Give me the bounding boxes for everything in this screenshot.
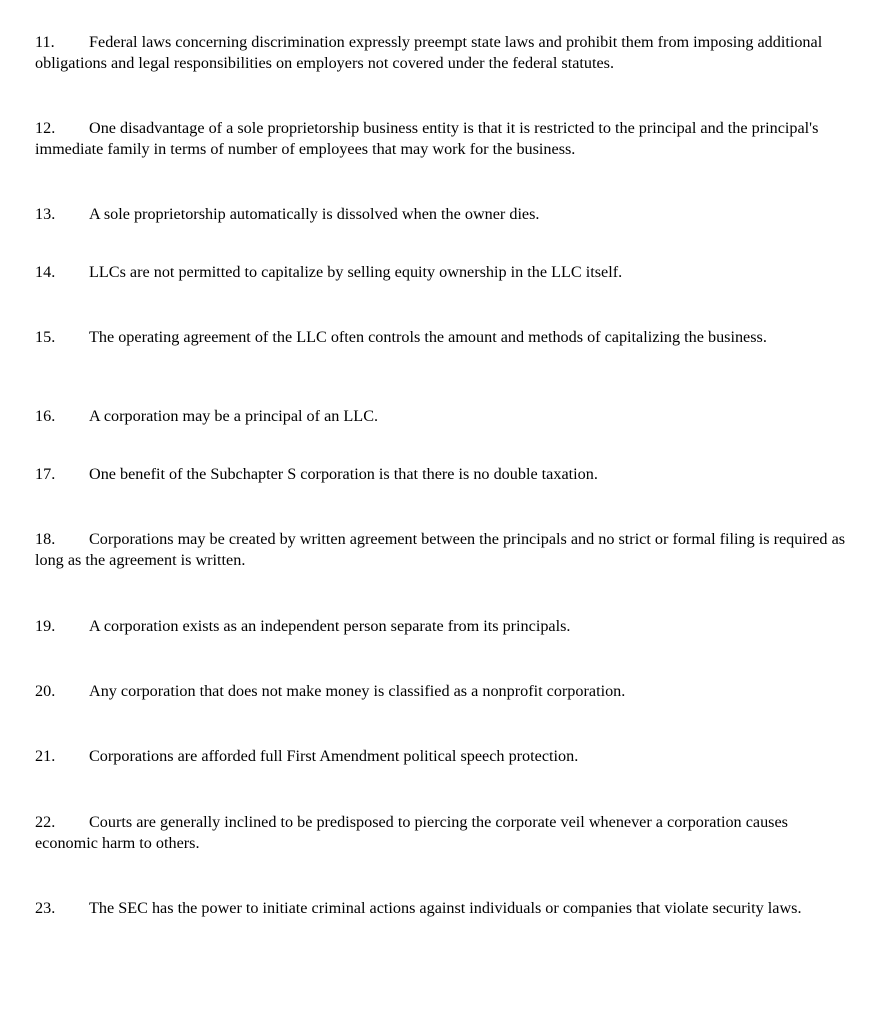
question-14 [35, 262, 850, 283]
question-number: 21. [35, 747, 56, 765]
question-number: 12. [35, 119, 56, 137]
question-number: 11. [35, 33, 55, 51]
question-number: 22. [35, 813, 56, 831]
question-22 [35, 812, 850, 854]
question-text: One disadvantage of a sole proprietorship business entity is that it is restricted to the principal and the principal's immediate family in terms of number of employees that may work for the business. [35, 119, 819, 158]
question-23 [35, 898, 850, 919]
question-number: 23. [35, 899, 56, 917]
question-text: One benefit of the Subchapter S corporation is that there is no double taxation. [89, 465, 598, 483]
question-text: Corporations are afforded full First Amendment political speech protection. [89, 747, 579, 765]
question-number: 18. [35, 530, 56, 548]
question-11 [35, 32, 850, 74]
question-21 [35, 746, 850, 767]
question-18 [35, 529, 850, 571]
question-text: The operating agreement of the LLC often controls the amount and methods of capitalizing the business. [89, 328, 767, 346]
question-number: 14. [35, 263, 56, 281]
question-20 [35, 681, 850, 702]
question-text: Courts are generally inclined to be predisposed to piercing the corporate veil whenever a corporation causes economic harm to others. [35, 813, 788, 852]
question-text: LLCs are not permitted to capitalize by selling equity ownership in the LLC itself. [89, 263, 623, 281]
question-15 [35, 327, 850, 348]
question-17 [35, 464, 850, 485]
question-number: 15. [35, 328, 56, 346]
question-text: A corporation exists as an independent person separate from its principals. [89, 617, 571, 635]
question-12 [35, 118, 850, 160]
question-text: Corporations may be created by written agreement between the principals and no strict or formal filing is required as long as the agreement is written. [35, 530, 846, 569]
question-text: Federal laws concerning discrimination expressly preempt state laws and prohibit them from imposing additional obligations and legal responsibilities on employers not covered under the federal statutes. [35, 33, 823, 72]
question-16 [35, 406, 850, 427]
question-text: Any corporation that does not make money is classified as a nonprofit corporation. [89, 682, 626, 700]
question-text: A sole proprietorship automatically is dissolved when the owner dies. [89, 205, 540, 223]
question-number: 19. [35, 617, 56, 635]
question-number: 16. [35, 407, 56, 425]
question-text: The SEC has the power to initiate criminal actions against individuals or companies that violate security laws. [89, 899, 802, 917]
question-number: 20. [35, 682, 56, 700]
question-13 [35, 204, 850, 225]
question-19 [35, 616, 850, 637]
question-number: 17. [35, 465, 56, 483]
question-number: 13. [35, 205, 56, 223]
question-text: A corporation may be a principal of an LLC. [89, 407, 379, 425]
